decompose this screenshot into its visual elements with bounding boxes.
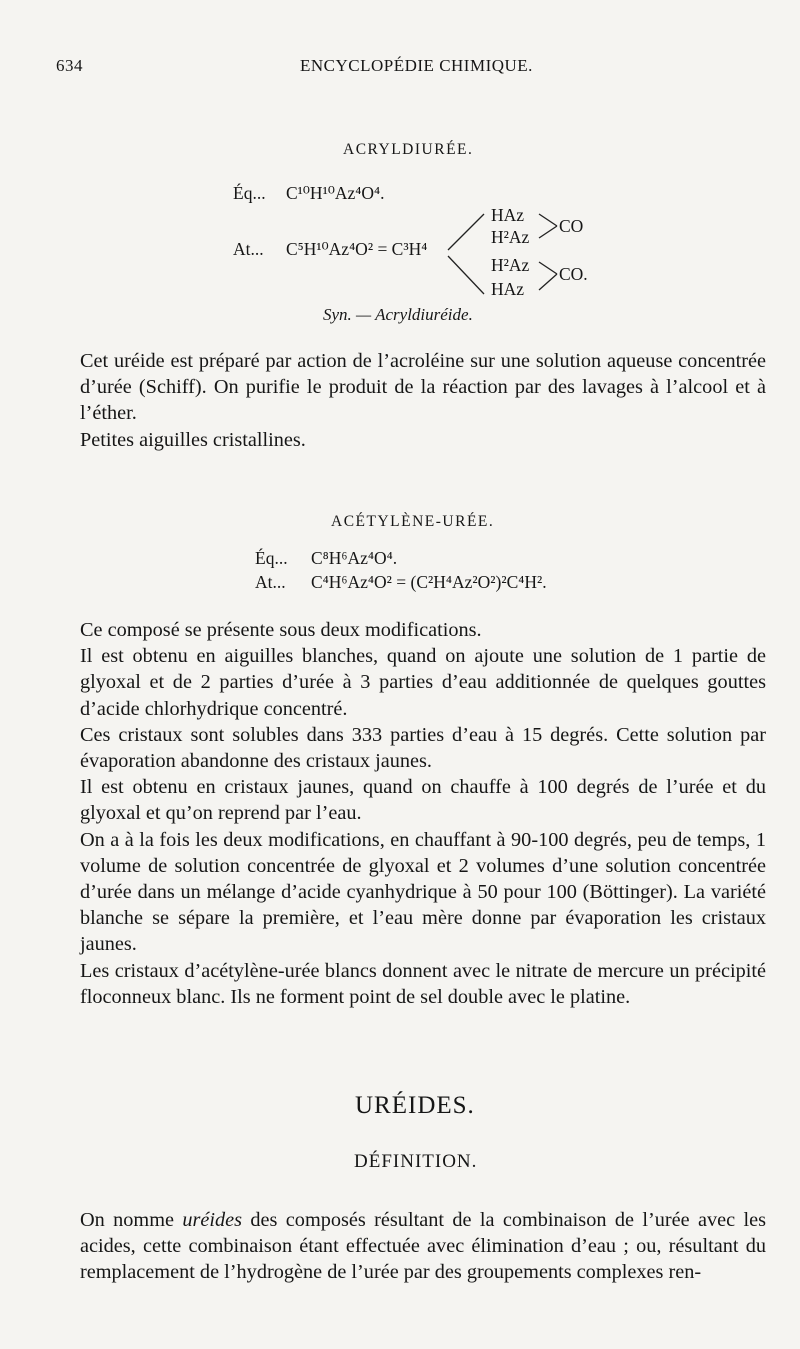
synonym: Syn. — Acryldiuréide. [323,305,473,324]
at-label: At... [233,239,264,259]
paragraph: Il est obtenu en cristaux jaunes, quand on chauffe à 100 degrés de l’urée et du glyoxal et qu’on reprend par l’eau. [80,776,766,825]
page-number: 634 [56,56,83,75]
section-title-acryldiuree: ACRYLDIURÉE. [343,141,474,158]
paragraph: Les cristaux d’acétylène-urée blancs donnent avec le nitrate de mercure un précipité floconneux blanc. Ils ne forment point de sel double avec le platine. [80,959,766,1008]
running-title: ENCYCLOPÉDIE CHIMIQUE. [300,56,533,75]
at-formula: C⁴H⁶Az⁴O² = (C²H⁴Az²O²)²C⁴H². [311,572,547,592]
chapter-heading: URÉIDES. [355,1092,475,1119]
carbonyl-2: CO. [559,264,588,284]
bond-line [539,274,557,290]
eq-formula: C⁸H⁶Az⁴O⁴. [311,548,398,568]
bond-line [448,214,484,250]
bond-line [539,226,557,238]
at-formula: C⁵H¹⁰Az⁴O² = C³H⁴ [286,239,428,259]
branch-h2Az-1: H²Az [491,227,530,247]
eq-formula: C¹⁰H¹⁰Az⁴O⁴. [286,183,385,203]
branch-hAz-2: HAz [491,279,525,299]
carbonyl-1: CO [559,216,584,236]
branch-h2Az-2: H²Az [491,255,530,275]
bond-line [448,256,484,294]
at-label: At... [255,572,286,592]
paragraph: Il est obtenu en aiguilles blanches, quand on ajoute une solution de 1 partie de glyoxal et de 2 parties d’urée à 3 parties d’eau additionnée de quelques gouttes d’acide chlorhydrique concentré. [80,645,766,720]
eq-label: Éq... [255,548,288,568]
term-ureides: uréides [182,1209,243,1231]
section-title-acetylene-uree: ACÉTYLÈNE-URÉE. [331,513,495,530]
paragraph: Ces cristaux sont solubles dans 333 parties d’eau à 15 degrés. Cette solution par évaporation abandonne des cristaux jaunes. [80,723,766,773]
paragraph [80,1207,766,1286]
paragraph: Cet uréide est préparé par action de l’acroléine sur une solution aqueuse concentrée d’urée (Schiff). On purifie le produit de la réaction par des lavages à l’alcool et à l’éther. [80,350,766,425]
branch-hAz-1: HAz [491,205,525,225]
acetylene-uree-text [80,617,766,1010]
bond-line [539,214,557,226]
paragraph: On a à la fois les deux modifications, en chauffant à 90-100 degrés, peu de temps, 1 volume de solution concentrée de glyoxal et 2 volumes d’une solution concentrée d’urée dans un mélange d’acide cyanhydrique à 50 pour 100 (Böttinger). La variété blanche se sépare la première, et l’eau mère donne par évaporation les cristaux jaunes. [80,828,766,956]
ureides-text [80,1207,766,1286]
paragraph-start: On nomme [80,1209,183,1231]
eq-label: Éq... [233,183,266,203]
paragraph: Ce composé se présente sous deux modifications. [80,619,482,641]
paragraph: Petites aiguilles cristallines. [80,428,306,451]
paragraph-rest: des composés résultant de la combinaison de l’urée avec les acides, cette combinaison étant effectuée avec élimination d’eau ; ou, résultant du remplacement de l’hydrogène de l’urée par des groupements complexes ren- [80,1209,767,1284]
chapter-subheading: DÉFINITION. [354,1151,478,1172]
acryldiuree-text [80,348,766,453]
bond-line [539,262,557,274]
